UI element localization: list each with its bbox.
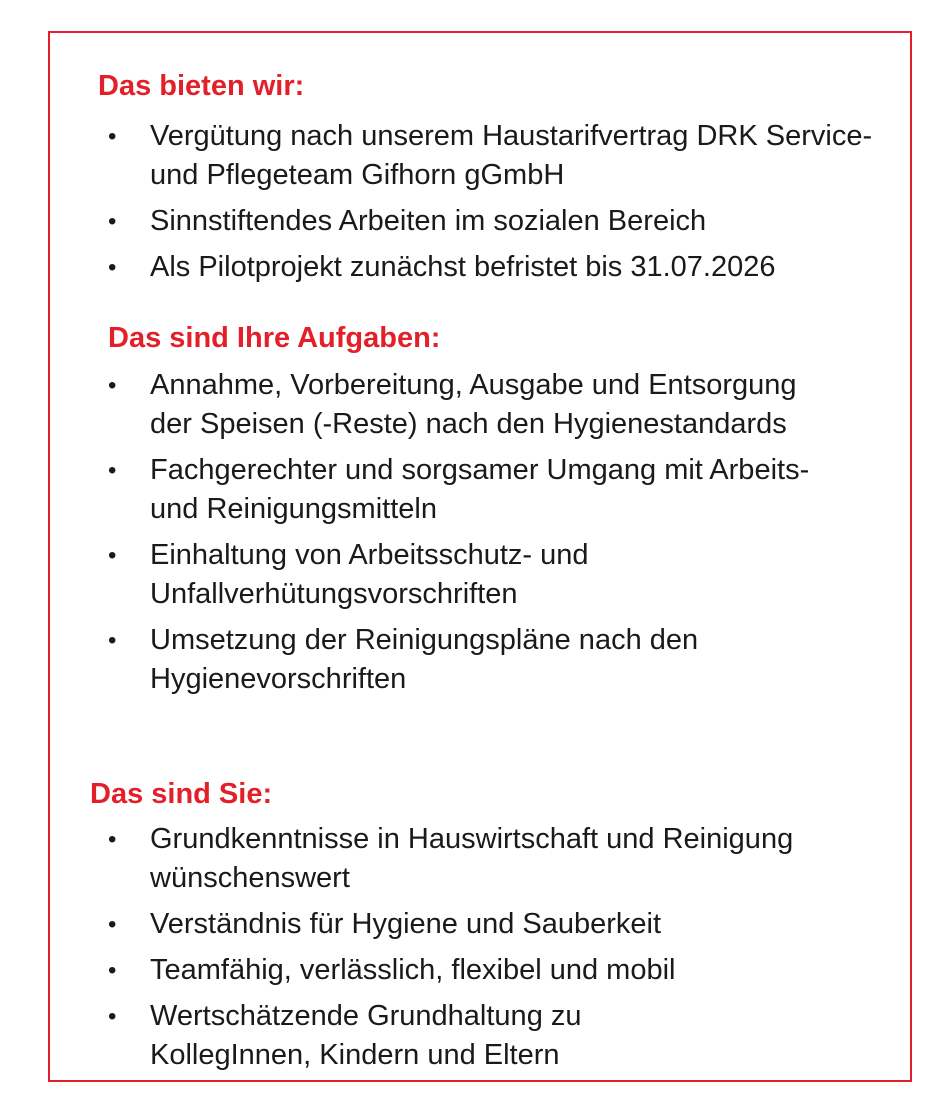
list-item [108,451,828,529]
list-item-text: Wertschätzende Grundhaltung zu KollegInnen, Kindern und Eltern [150,1000,582,1071]
tasks-list [108,366,828,706]
section-title-offer: Das bieten wir: [98,70,305,102]
list-item [108,117,888,195]
bullet-icon: • [108,826,117,853]
offer-list [108,117,888,294]
list-item-text: Fachgerechter und sorgsamer Umgang mit Arbeits- und Reinigungsmitteln [150,454,810,525]
bullet-icon: • [108,208,117,235]
list-item-text: Teamfähig, verlässlich, flexibel und mobil [150,954,676,986]
bullet-icon: • [108,957,117,984]
section-title-tasks: Das sind Ihre Aufgaben: [108,322,441,354]
list-item-text: Als Pilotprojekt zunächst befristet bis 31.07.2026 [150,251,776,283]
profile-list [108,820,898,1082]
list-item [108,366,828,444]
bullet-icon: • [108,254,117,281]
list-item-text: Sinnstiftendes Arbeiten im sozialen Bereich [150,205,707,237]
list-item-text: Umsetzung der Reinigungspläne nach den Hygienevorschriften [150,624,699,695]
list-item [108,536,828,614]
list-item [108,202,888,241]
bullet-icon: • [108,542,117,569]
bullet-icon: • [108,457,117,484]
list-item [108,951,898,990]
bullet-icon: • [108,1003,117,1030]
bullet-icon: • [108,911,117,938]
list-item-text: Vergütung nach unserem Haustarifvertrag DRK Service- und Pflegeteam Gifhorn gGmbH [150,120,873,191]
list-item [108,905,898,944]
list-item-text: Annahme, Vorbereitung, Ausgabe und Entsorgung der Speisen (-Reste) nach den Hygienestandards [150,369,797,440]
bullet-icon: • [108,123,117,150]
bullet-icon: • [108,627,117,654]
list-item [108,248,888,287]
bullet-icon: • [108,372,117,399]
list-item [108,621,828,699]
list-item-text: Verständnis für Hygiene und Sauberkeit [150,908,662,940]
list-item [108,997,898,1075]
list-item [108,820,898,898]
list-item-text: Grundkenntnisse in Hauswirtschaft und Reinigung wünschenswert [150,823,794,894]
section-title-profile: Das sind Sie: [90,778,273,810]
list-item-text: Einhaltung von Arbeitsschutz- und Unfallverhütungsvorschriften [150,539,589,610]
